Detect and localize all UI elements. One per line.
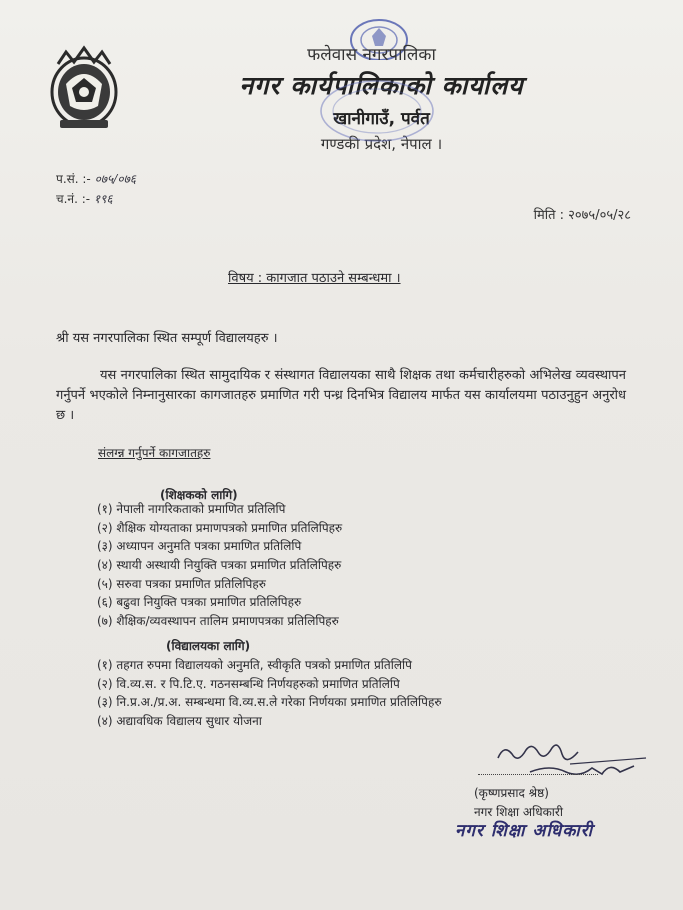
list-item: (३) नि.प्र.अ./प्र.अ. सम्बन्धमा वि.व्य.स.ले गरेका निर्णयका प्रमाणित प्रतिलिपिहरु — [97, 695, 442, 710]
letter-body: यस नगरपालिका स्थित सामुदायिक र संस्थागत विद्यालयका साथै शिक्षक तथा कर्मचारीहरुको अभिलेख व्यवस्थापन गर्नुपर्ने भएकोले निम्नानुसारका कागजातहरु प्रमाणित गरी पन्ध्र दिनभित्र विद्यालय मार्फत यस कार्यालयमा पठाउनुहुन अनुरोध छ । — [56, 368, 626, 423]
list-item: (६) बढुवा नियुक्ति पत्रका प्रमाणित प्रतिलिपिहरु — [97, 595, 302, 610]
school-section-heading: (विद्यालयका लागि) — [166, 639, 251, 653]
list-item: (४) अद्यावधिक विद्यालय सुधार योजना — [97, 714, 262, 729]
list-item: (२) शैक्षिक योग्यताका प्रमाणपत्रको प्रमाणित प्रतिलिपिहरु — [97, 520, 343, 535]
signature-line — [478, 774, 598, 775]
list-item: (१) तहगत रुपमा विद्यालयको अनुमति, स्वीकृति पत्रको प्रमाणित प्रतिलिपि — [97, 658, 412, 672]
enclosures-heading: संलग्न्न गर्नुपर्ने कागजातहरु — [98, 446, 211, 460]
cn-value: १९६ — [93, 192, 113, 206]
list-item: (२) वि.व्य.स. र पि.टि.ए. गठनसम्बन्धि निर्णयहरुको प्रमाणित प्रतिलिपि — [97, 676, 400, 691]
signatory-name: (कृष्णप्रसाद श्रेष्ठ) — [474, 786, 549, 800]
ps-value: ०७५/०७६ — [94, 172, 137, 186]
signatory-title: नगर शिक्षा अधिकारी — [474, 805, 563, 819]
list-item: (४) स्थायी अस्थायी नियुक्ति पत्रका प्रमाणित प्रतिलिपिहरु — [97, 558, 342, 573]
signature-icon — [470, 738, 650, 786]
list-item: (१) नेपाली नागरिकताको प्रमाणित प्रतिलिपि — [97, 502, 286, 516]
municipality-name: फलेवास नगरपालिका — [307, 45, 436, 65]
school-document-list — [97, 656, 442, 731]
province: गण्डकी प्रदेश, नेपाल । — [320, 135, 443, 153]
ps-label: प.सं. :- — [56, 172, 95, 186]
teacher-document-list — [97, 500, 342, 631]
office-title: नगर कार्यपालिकाको कार्यालय — [239, 71, 524, 100]
letter-subject: विषय : कागजात पठाउने सम्बन्धमा । — [228, 271, 401, 286]
designation-stamp: नगर शिक्षा अधिकारी — [455, 821, 594, 841]
teacher-section-heading: (शिक्षकको लागि) — [160, 488, 238, 502]
office-address: खानीगाउँ, पर्वत — [333, 109, 430, 129]
list-item: (३) अध्यापन अनुमति पत्रका प्रमाणित प्रतिलिपि — [97, 539, 302, 554]
letter-recipient: श्री यस नगरपालिका स्थित सम्पूर्ण विद्यालयहरु । — [56, 331, 278, 346]
office-seal-icon — [318, 78, 436, 144]
list-item: (७) शैक्षिक/व्यवस्थापन तालिम प्रमाणपत्रका प्रतिलिपिहरु — [97, 614, 339, 629]
cn-label: च.नं. :- — [56, 192, 94, 206]
reference-cn — [56, 190, 113, 207]
reference-ps — [56, 170, 136, 187]
letter-date: मिति : २०७५/०५/२८ — [533, 208, 631, 223]
list-item: (५) सरुवा पत्रका प्रमाणित प्रतिलिपिहरु — [97, 576, 266, 591]
